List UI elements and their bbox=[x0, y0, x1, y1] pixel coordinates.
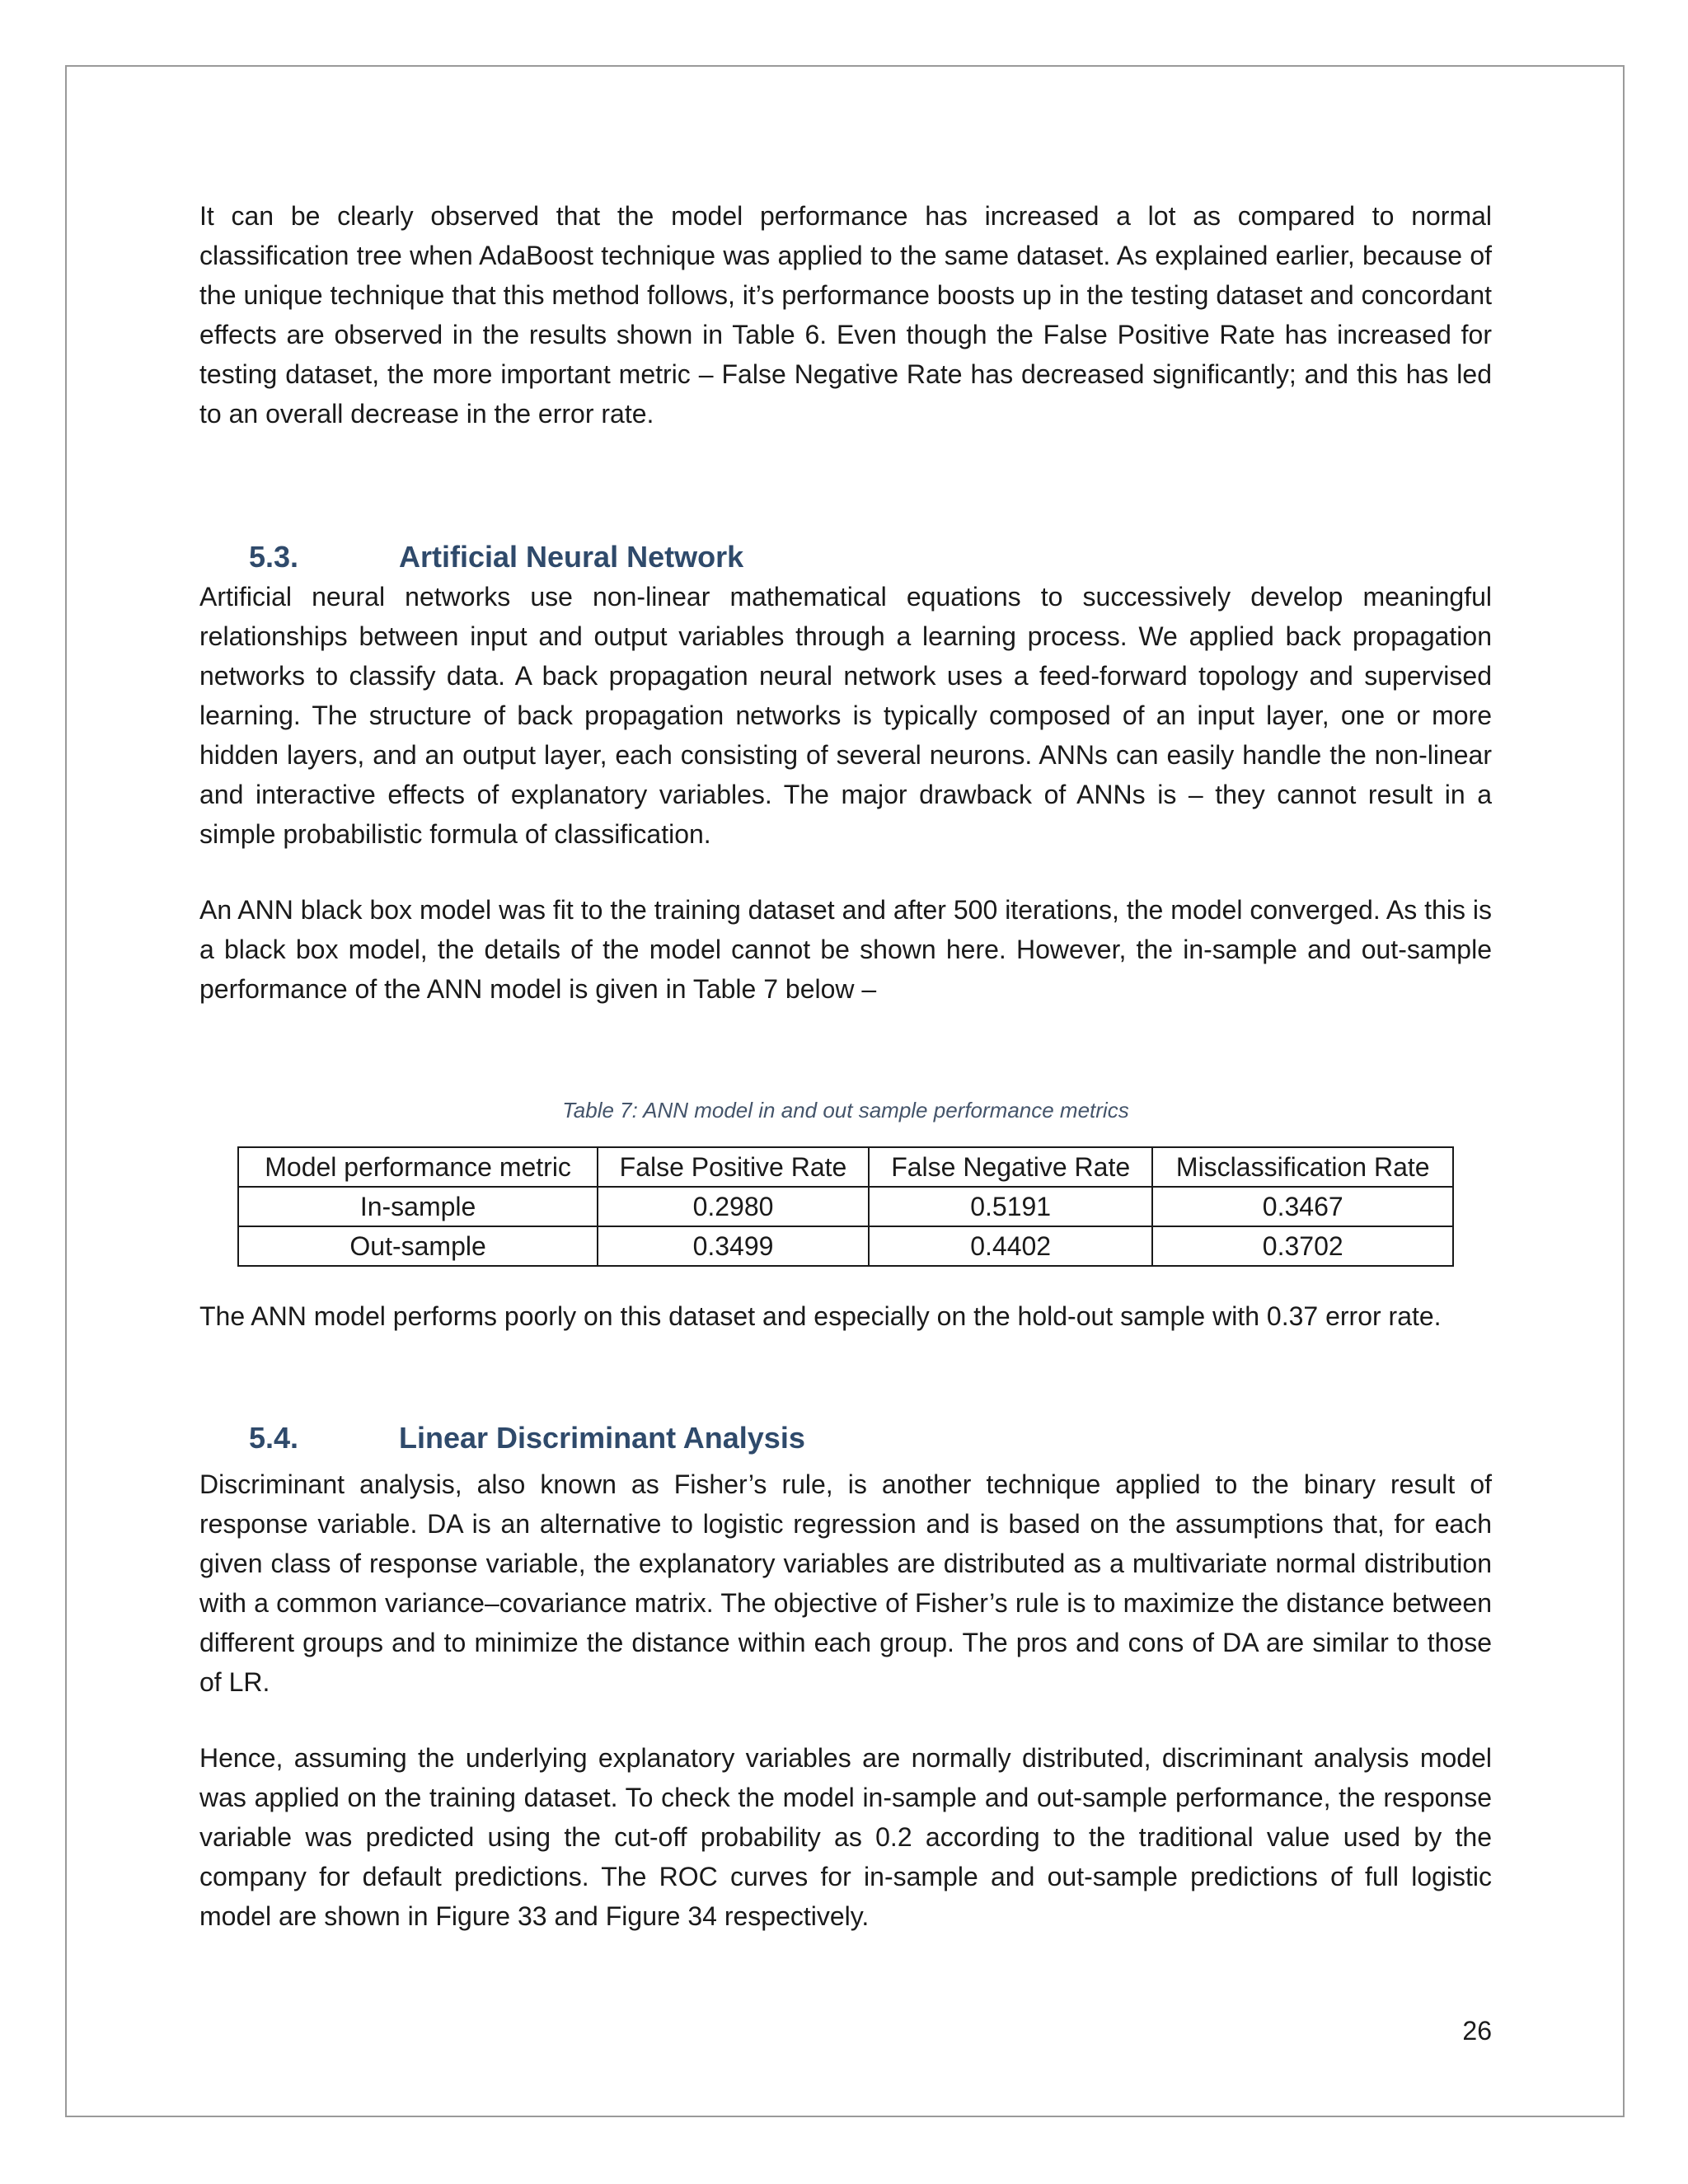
page-content bbox=[199, 196, 1492, 1936]
table-cell: 0.4402 bbox=[869, 1226, 1153, 1266]
section-number: 5.3. bbox=[249, 540, 299, 574]
table-caption: Table 7: ANN model in and out sample performance metrics bbox=[562, 1098, 1129, 1122]
paragraph-ann-fit: An ANN black box model was fit to the training dataset and after 500 iterations, the model converged. As this is a black box model, the details of the model cannot be shown here. However, the in-sample and out-sample performance of the ANN model is given in Table 7 below – bbox=[199, 895, 1492, 1004]
paragraph-adaboost-summary: It can be clearly observed that the model performance has increased a lot as compared to normal classification tree when AdaBoost technique was applied to the same dataset. As explained earlier, because of the unique technique that this method follows, it’s performance boosts up in the testing dataset and concordant effects are observed in the results shown in Table 6. Even though the False Positive Rate has increased for testing dataset, the more important metric – False Negative Rate has decreased significantly; and this has led to an overall decrease in the error rate. bbox=[199, 201, 1492, 429]
column-header: False Positive Rate bbox=[598, 1147, 869, 1187]
performance-metrics-table bbox=[237, 1146, 1454, 1267]
table-row bbox=[238, 1187, 1453, 1226]
section-title: Linear Discriminant Analysis bbox=[399, 1421, 805, 1455]
table-cell: 0.3499 bbox=[598, 1226, 869, 1266]
column-header: False Negative Rate bbox=[869, 1147, 1153, 1187]
paragraph-ann-result: The ANN model performs poorly on this dataset and especially on the hold-out sample with 0.37 error rate. bbox=[199, 1301, 1442, 1331]
table-header-row bbox=[238, 1147, 1453, 1187]
table-cell: 0.5191 bbox=[869, 1187, 1153, 1226]
table-cell: In-sample bbox=[238, 1187, 598, 1226]
paragraph-lda-applied: Hence, assuming the underlying explanatory variables are normally distributed, discriminant analysis model was applied on the training dataset. To check the model in-sample and out-sample performance, the response variable was predicted using the cut-off probability as 0.2 according to the traditional value used by the company for default predictions. The ROC curves for in-sample and out-sample predictions of full logistic model are shown in Figure 33 and Figure 34 respectively. bbox=[199, 1743, 1492, 1931]
table-cell: 0.3467 bbox=[1152, 1187, 1453, 1226]
section-number: 5.4. bbox=[249, 1421, 299, 1455]
table-cell: Out-sample bbox=[238, 1226, 598, 1266]
column-header: Model performance metric bbox=[238, 1147, 598, 1187]
paragraph-ann-intro: Artificial neural networks use non-linear mathematical equations to successively develop meaningful relationships between input and output variables through a learning process. We applied back propagation networks to classify data. A back propagation neural network uses a feed-forward topology and supervised learning. The structure of back propagation networks is typically composed of an input layer, one or more hidden layers, and an output layer, each consisting of several neurons. ANNs can easily handle the non-linear and interactive effects of explanatory variables. The major drawback of ANNs is – they cannot result in a simple probabilistic formula of classification. bbox=[199, 582, 1492, 849]
page-number: 26 bbox=[1462, 2016, 1492, 2046]
section-heading-ann bbox=[199, 537, 1492, 577]
table-cell: 0.3702 bbox=[1152, 1226, 1453, 1266]
section-heading-lda bbox=[199, 1418, 1492, 1458]
section-title: Artificial Neural Network bbox=[399, 540, 744, 574]
table-row bbox=[238, 1226, 1453, 1266]
table-cell: 0.2980 bbox=[598, 1187, 869, 1226]
paragraph-lda-intro: Discriminant analysis, also known as Fisher’s rule, is another technique applied to the binary result of response variable. DA is an alternative to logistic regression and is based on the assumptions that, for each given class of response variable, the explanatory variables are distributed as a multivariate normal distribution with a common variance–covariance matrix. The objective of Fisher’s rule is to maximize the distance between different groups and to minimize the distance within each group. The pros and cons of DA are similar to those of LR. bbox=[199, 1469, 1492, 1697]
column-header: Misclassification Rate bbox=[1152, 1147, 1453, 1187]
